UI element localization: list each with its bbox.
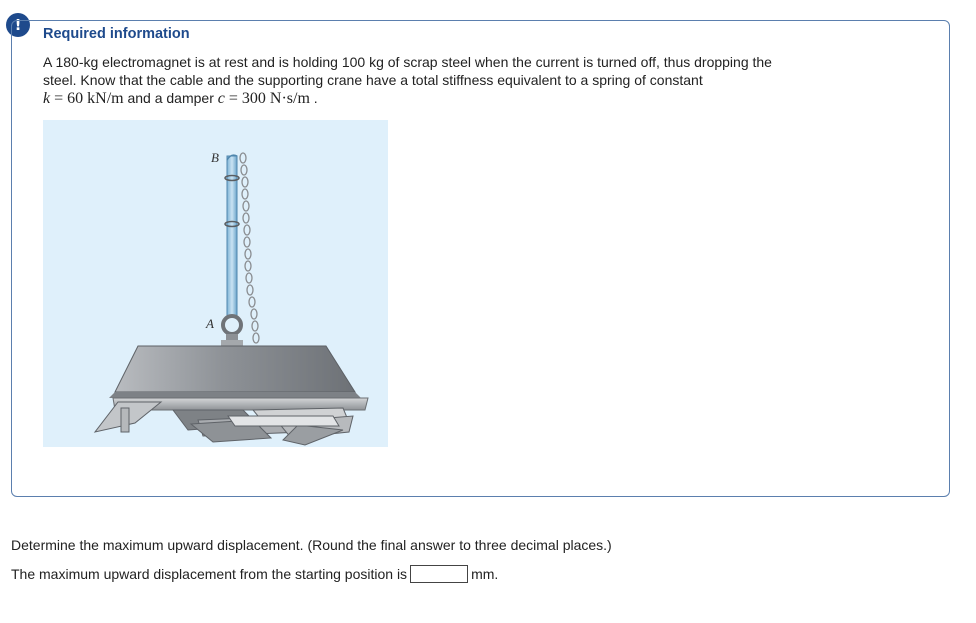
- answer-input[interactable]: [410, 565, 468, 583]
- problem-line-2: steel. Know that the cable and the supporting crane have a total stiffness equivalent to a spring of constant: [43, 72, 703, 88]
- figure-label-a: A: [206, 316, 214, 331]
- alert-icon: !: [6, 13, 30, 37]
- problem-line-1: A 180-kg electromagnet is at rest and is holding 100 kg of scrap steel when the current is turned off, thus dropping the: [43, 54, 772, 70]
- electromagnet-illustration: [43, 120, 388, 447]
- electromagnet-figure: [43, 120, 388, 447]
- figure-label-b: B: [211, 150, 219, 165]
- required-info-title: Required information: [43, 26, 190, 42]
- question-prompt: Determine the maximum upward displacement. (Round the final answer to three decimal places.): [11, 537, 612, 553]
- answer-prefix: The maximum upward displacement from the starting position is: [11, 566, 408, 582]
- answer-row: [11, 565, 498, 583]
- damping-expression: c = 300 N·s/m: [217, 90, 310, 107]
- problem-line-3: k = 60 kN/m and a damper c = 300 N·s/m .: [43, 90, 318, 107]
- stiffness-expression: k = 60 kN/m: [43, 90, 124, 107]
- problem-statement: [43, 53, 903, 108]
- answer-unit: mm.: [471, 566, 499, 582]
